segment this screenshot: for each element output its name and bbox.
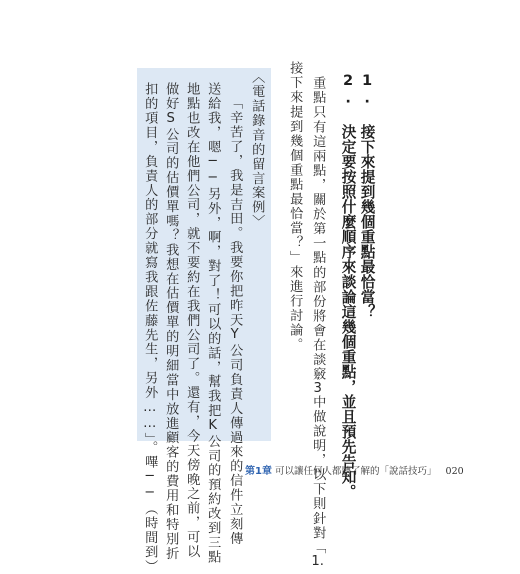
example-line-4	[164, 82, 177, 561]
company-letter: K	[205, 417, 221, 435]
page-footer	[245, 462, 464, 478]
heading-2: 2. 決定要按照什麼順序來談論這幾個重點，並且預先告知。	[339, 72, 357, 500]
body-text-segment: 重點只有這兩點，關於第	[310, 76, 326, 237]
example-title: 〈電話錄音的留言案例〉	[249, 70, 265, 229]
example-line-5	[143, 82, 156, 574]
body-text-segment: 中做說明，以下則針對「	[310, 394, 326, 555]
chapter-number: 1	[255, 466, 262, 477]
point-number: 1.	[311, 554, 324, 569]
body-paragraph-col-2: 接下來提到幾個重點最恰當？」來進行討論。	[287, 61, 303, 352]
company-letter: S	[163, 110, 179, 128]
example-text-segment: 扣的項目，負責人的部分就寫我跟佐藤先生，另外……」。嗶──（時間到）	[142, 82, 158, 574]
example-text-segment: 送給我，嗯──另外，啊，對了！可以的話，幫我把	[205, 82, 221, 418]
example-text-segment: 地點也改在他們公司，就不要約在我們公司了。還有，今天傍晚之前，可以	[184, 82, 200, 559]
chapter-title: 可以讓任何人都聽了解的「說話技巧」	[275, 466, 437, 477]
example-text-segment: 做好	[163, 82, 179, 111]
example-line-3	[185, 82, 198, 559]
chapter-prefix: 第	[245, 466, 255, 477]
company-letter: Y	[227, 327, 243, 344]
example-line-2	[206, 82, 219, 564]
heading-1: 1. 接下來提到幾個重點最恰當？	[358, 72, 376, 320]
body-paragraph-col-1	[311, 76, 324, 568]
body-text-segment: 一	[310, 236, 326, 251]
example-text-segment: 公司的預約改到三點	[205, 434, 221, 565]
tip-number: 3	[313, 381, 322, 395]
body-text-segment: 點的部份將會在談竅	[310, 250, 326, 382]
example-text-segment: 公司的估價單嗎？我想在估價單的明細當中放進顧客的費用和特別折	[163, 127, 179, 561]
example-text-segment: 公司負責人傳過來的信件立刻傳	[227, 343, 243, 546]
chapter-label	[245, 466, 272, 477]
page-number: 020	[445, 466, 464, 477]
example-line-1	[228, 96, 241, 546]
chapter-suffix: 章	[261, 466, 272, 477]
example-text-segment: 「辛苦了，我是吉田。我要你把昨天	[227, 96, 243, 328]
